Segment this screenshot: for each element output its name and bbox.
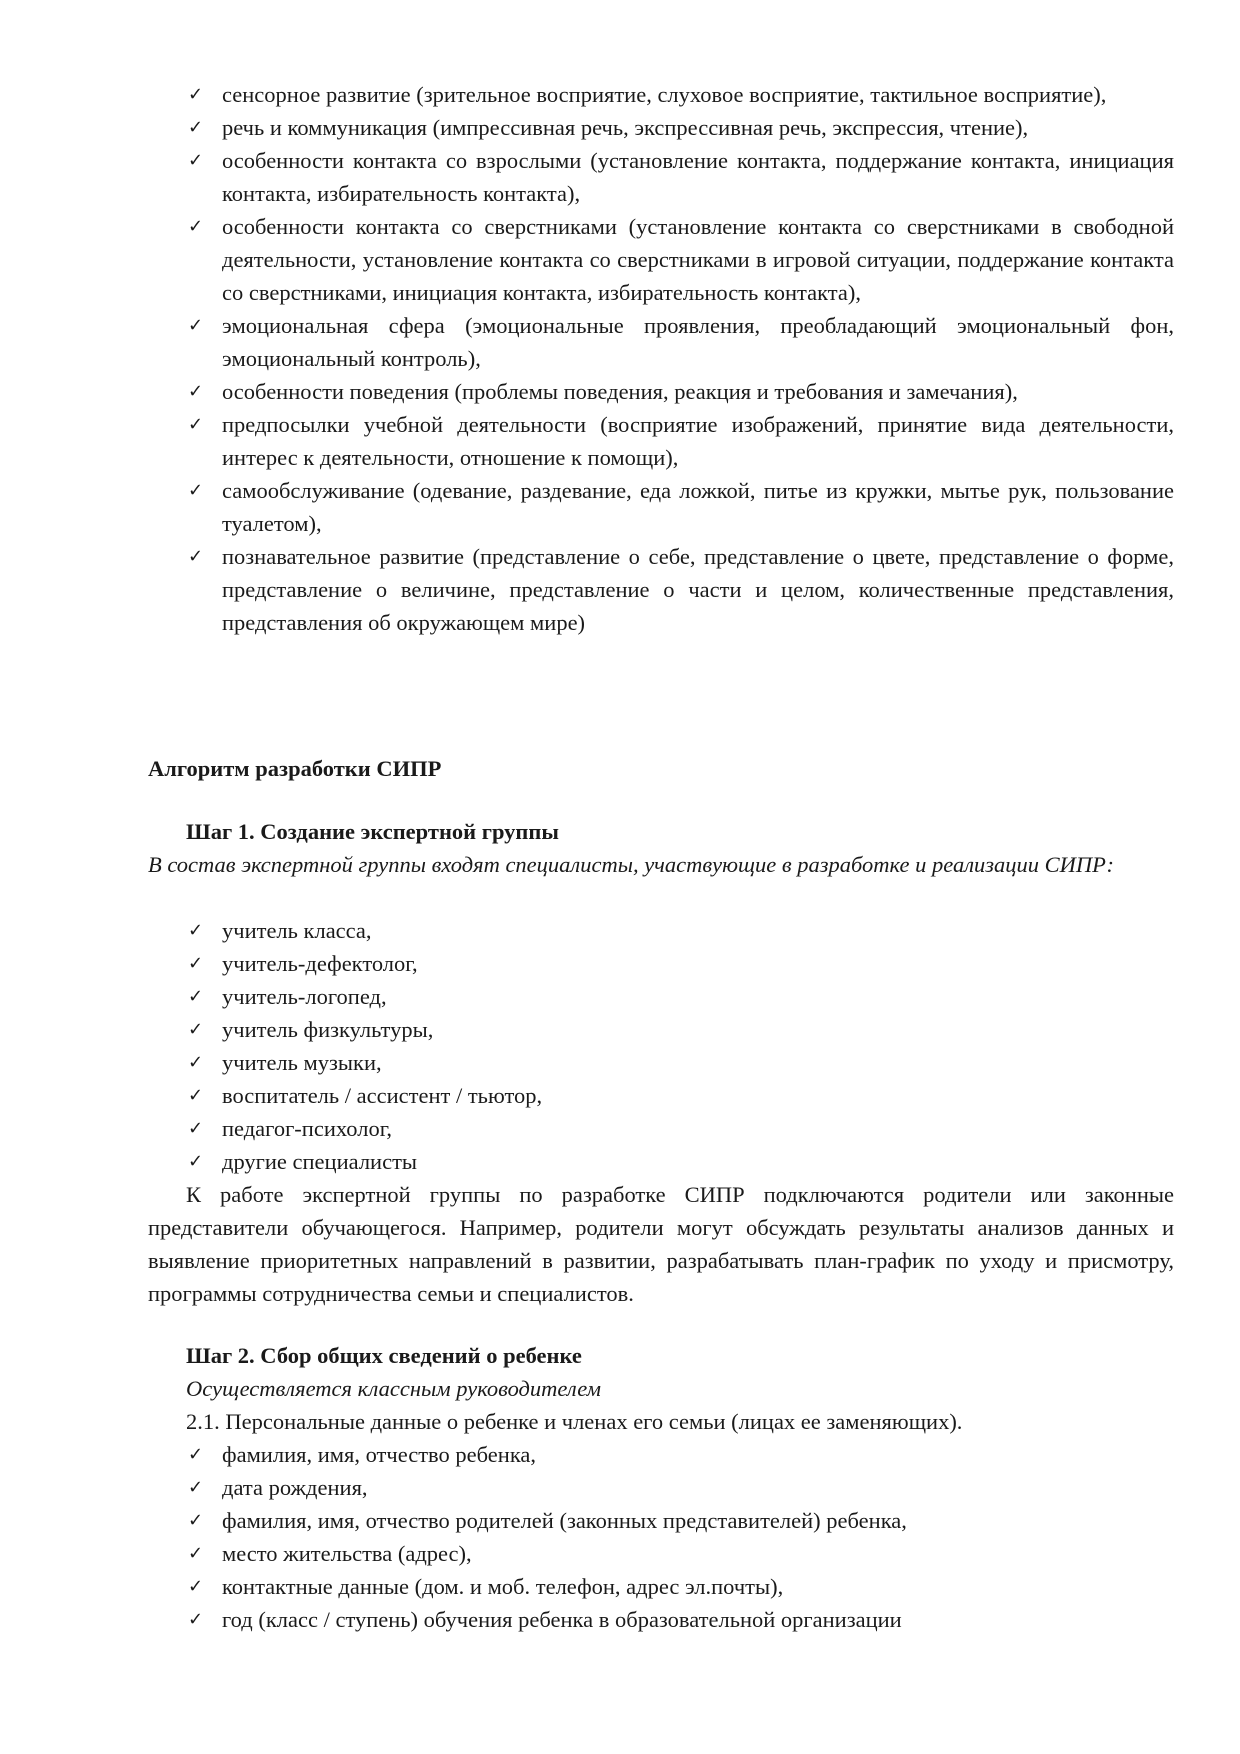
checkmark-icon: ✓ xyxy=(188,546,204,567)
list-item: ✓ особенности поведения (проблемы поведения, реакция и требования и замечания), xyxy=(148,375,1174,408)
checkmark-icon: ✓ xyxy=(188,1085,204,1106)
checkmark-icon: ✓ xyxy=(188,1477,204,1498)
checkmark-icon: ✓ xyxy=(188,953,204,974)
checkmark-icon: ✓ xyxy=(188,1151,204,1172)
checkmark-icon: ✓ xyxy=(188,216,204,237)
checkmark-icon: ✓ xyxy=(188,84,204,105)
list-item: ✓ педагог-психолог, xyxy=(148,1112,1174,1145)
list-item: ✓ фамилия, имя, отчество родителей (законных представителей) ребенка, xyxy=(148,1504,1174,1537)
checkmark-icon: ✓ xyxy=(188,150,204,171)
checkmark-icon: ✓ xyxy=(188,1019,204,1040)
checkmark-icon: ✓ xyxy=(188,986,204,1007)
list-item: ✓ сенсорное развитие (зрительное восприятие, слуховое восприятие, тактильное восприятие), xyxy=(148,78,1174,111)
list-item: ✓ фамилия, имя, отчество ребенка, xyxy=(148,1438,1174,1471)
list-item: ✓ особенности контакта со взрослыми (установление контакта, поддержание контакта, инициация контакта, избирательность контакта), xyxy=(148,144,1174,210)
list-item: ✓ учитель-дефектолог, xyxy=(148,947,1174,980)
expert-group-list xyxy=(148,914,1174,1178)
section-heading: Алгоритм разработки СИПР xyxy=(148,756,442,781)
list-item: ✓ дата рождения, xyxy=(148,1471,1174,1504)
personal-data-list xyxy=(148,1438,1174,1636)
list-item: ✓ познавательное развитие (представление о себе, представление о цвете, представление о форме, представление о величине, представление о части и целом, количественные представления, представления об окружающем мире) xyxy=(148,540,1174,639)
step2-subtitle: Осуществляется классным руководителем xyxy=(186,1376,601,1401)
step1-paragraph: К работе экспертной группы по разработке СИПР подключаются родители или законные представители обучающегося. Например, родители могут обсуждать результаты анализов данных и выявление приоритетных направлений в развитии, разрабатывать план-график по уходу и присмотру, программы сотрудничества семьи и специалистов. xyxy=(148,1182,1174,1306)
list-item: ✓ самообслуживание (одевание, раздевание, еда ложкой, питье из кружки, мытье рук, пользование туалетом), xyxy=(148,474,1174,540)
list-item: ✓ речь и коммуникация (импрессивная речь, экспрессивная речь, экспрессия, чтение), xyxy=(148,111,1174,144)
list-item: ✓ предпосылки учебной деятельности (восприятие изображений, принятие вида деятельности, интерес к деятельности, отношение к помощи), xyxy=(148,408,1174,474)
list-item: ✓ воспитатель / ассистент / тьютор, xyxy=(148,1079,1174,1112)
checkmark-icon: ✓ xyxy=(188,414,204,435)
checkmark-icon: ✓ xyxy=(188,1444,204,1465)
checkmark-icon: ✓ xyxy=(188,920,204,941)
list-item: ✓ особенности контакта со сверстниками (установление контакта со сверстниками в свободной деятельности, установление контакта со сверстниками в игровой ситуации, поддержание контакта со сверстниками, инициация контакта, избирательность контакта), xyxy=(148,210,1174,309)
step1-intro: В состав экспертной группы входят специалисты, участвующие в разработке и реализации СИПР: xyxy=(148,852,1114,877)
checkmark-icon: ✓ xyxy=(188,1609,204,1630)
checkmark-icon: ✓ xyxy=(188,381,204,402)
list-item: ✓ учитель физкультуры, xyxy=(148,1013,1174,1046)
checkmark-icon: ✓ xyxy=(188,1118,204,1139)
checkmark-icon: ✓ xyxy=(188,1543,204,1564)
checkmark-icon: ✓ xyxy=(188,117,204,138)
step2-point: 2.1. Персональные данные о ребенке и членах его семьи (лицах ее заменяющих). xyxy=(186,1409,963,1434)
checkmark-icon: ✓ xyxy=(188,1576,204,1597)
list-item: ✓ контактные данные (дом. и моб. телефон, адрес эл.почты), xyxy=(148,1570,1174,1603)
step1-heading: Шаг 1. Создание экспертной группы xyxy=(186,819,559,844)
list-item: ✓ другие специалисты xyxy=(148,1145,1174,1178)
list-item: ✓ учитель-логопед, xyxy=(148,980,1174,1013)
list-item: ✓ год (класс / ступень) обучения ребенка в образовательной организации xyxy=(148,1603,1174,1636)
checkmark-icon: ✓ xyxy=(188,480,204,501)
checkmark-icon: ✓ xyxy=(188,1052,204,1073)
list-item: ✓ место жительства (адрес), xyxy=(148,1537,1174,1570)
step2-heading: Шаг 2. Сбор общих сведений о ребенке xyxy=(186,1343,582,1368)
checkmark-icon: ✓ xyxy=(188,1510,204,1531)
list-item: ✓ эмоциональная сфера (эмоциональные проявления, преобладающий эмоциональный фон, эмоциональный контроль), xyxy=(148,309,1174,375)
development-areas-list xyxy=(148,78,1174,639)
list-item: ✓ учитель класса, xyxy=(148,914,1174,947)
checkmark-icon: ✓ xyxy=(188,315,204,336)
list-item: ✓ учитель музыки, xyxy=(148,1046,1174,1079)
